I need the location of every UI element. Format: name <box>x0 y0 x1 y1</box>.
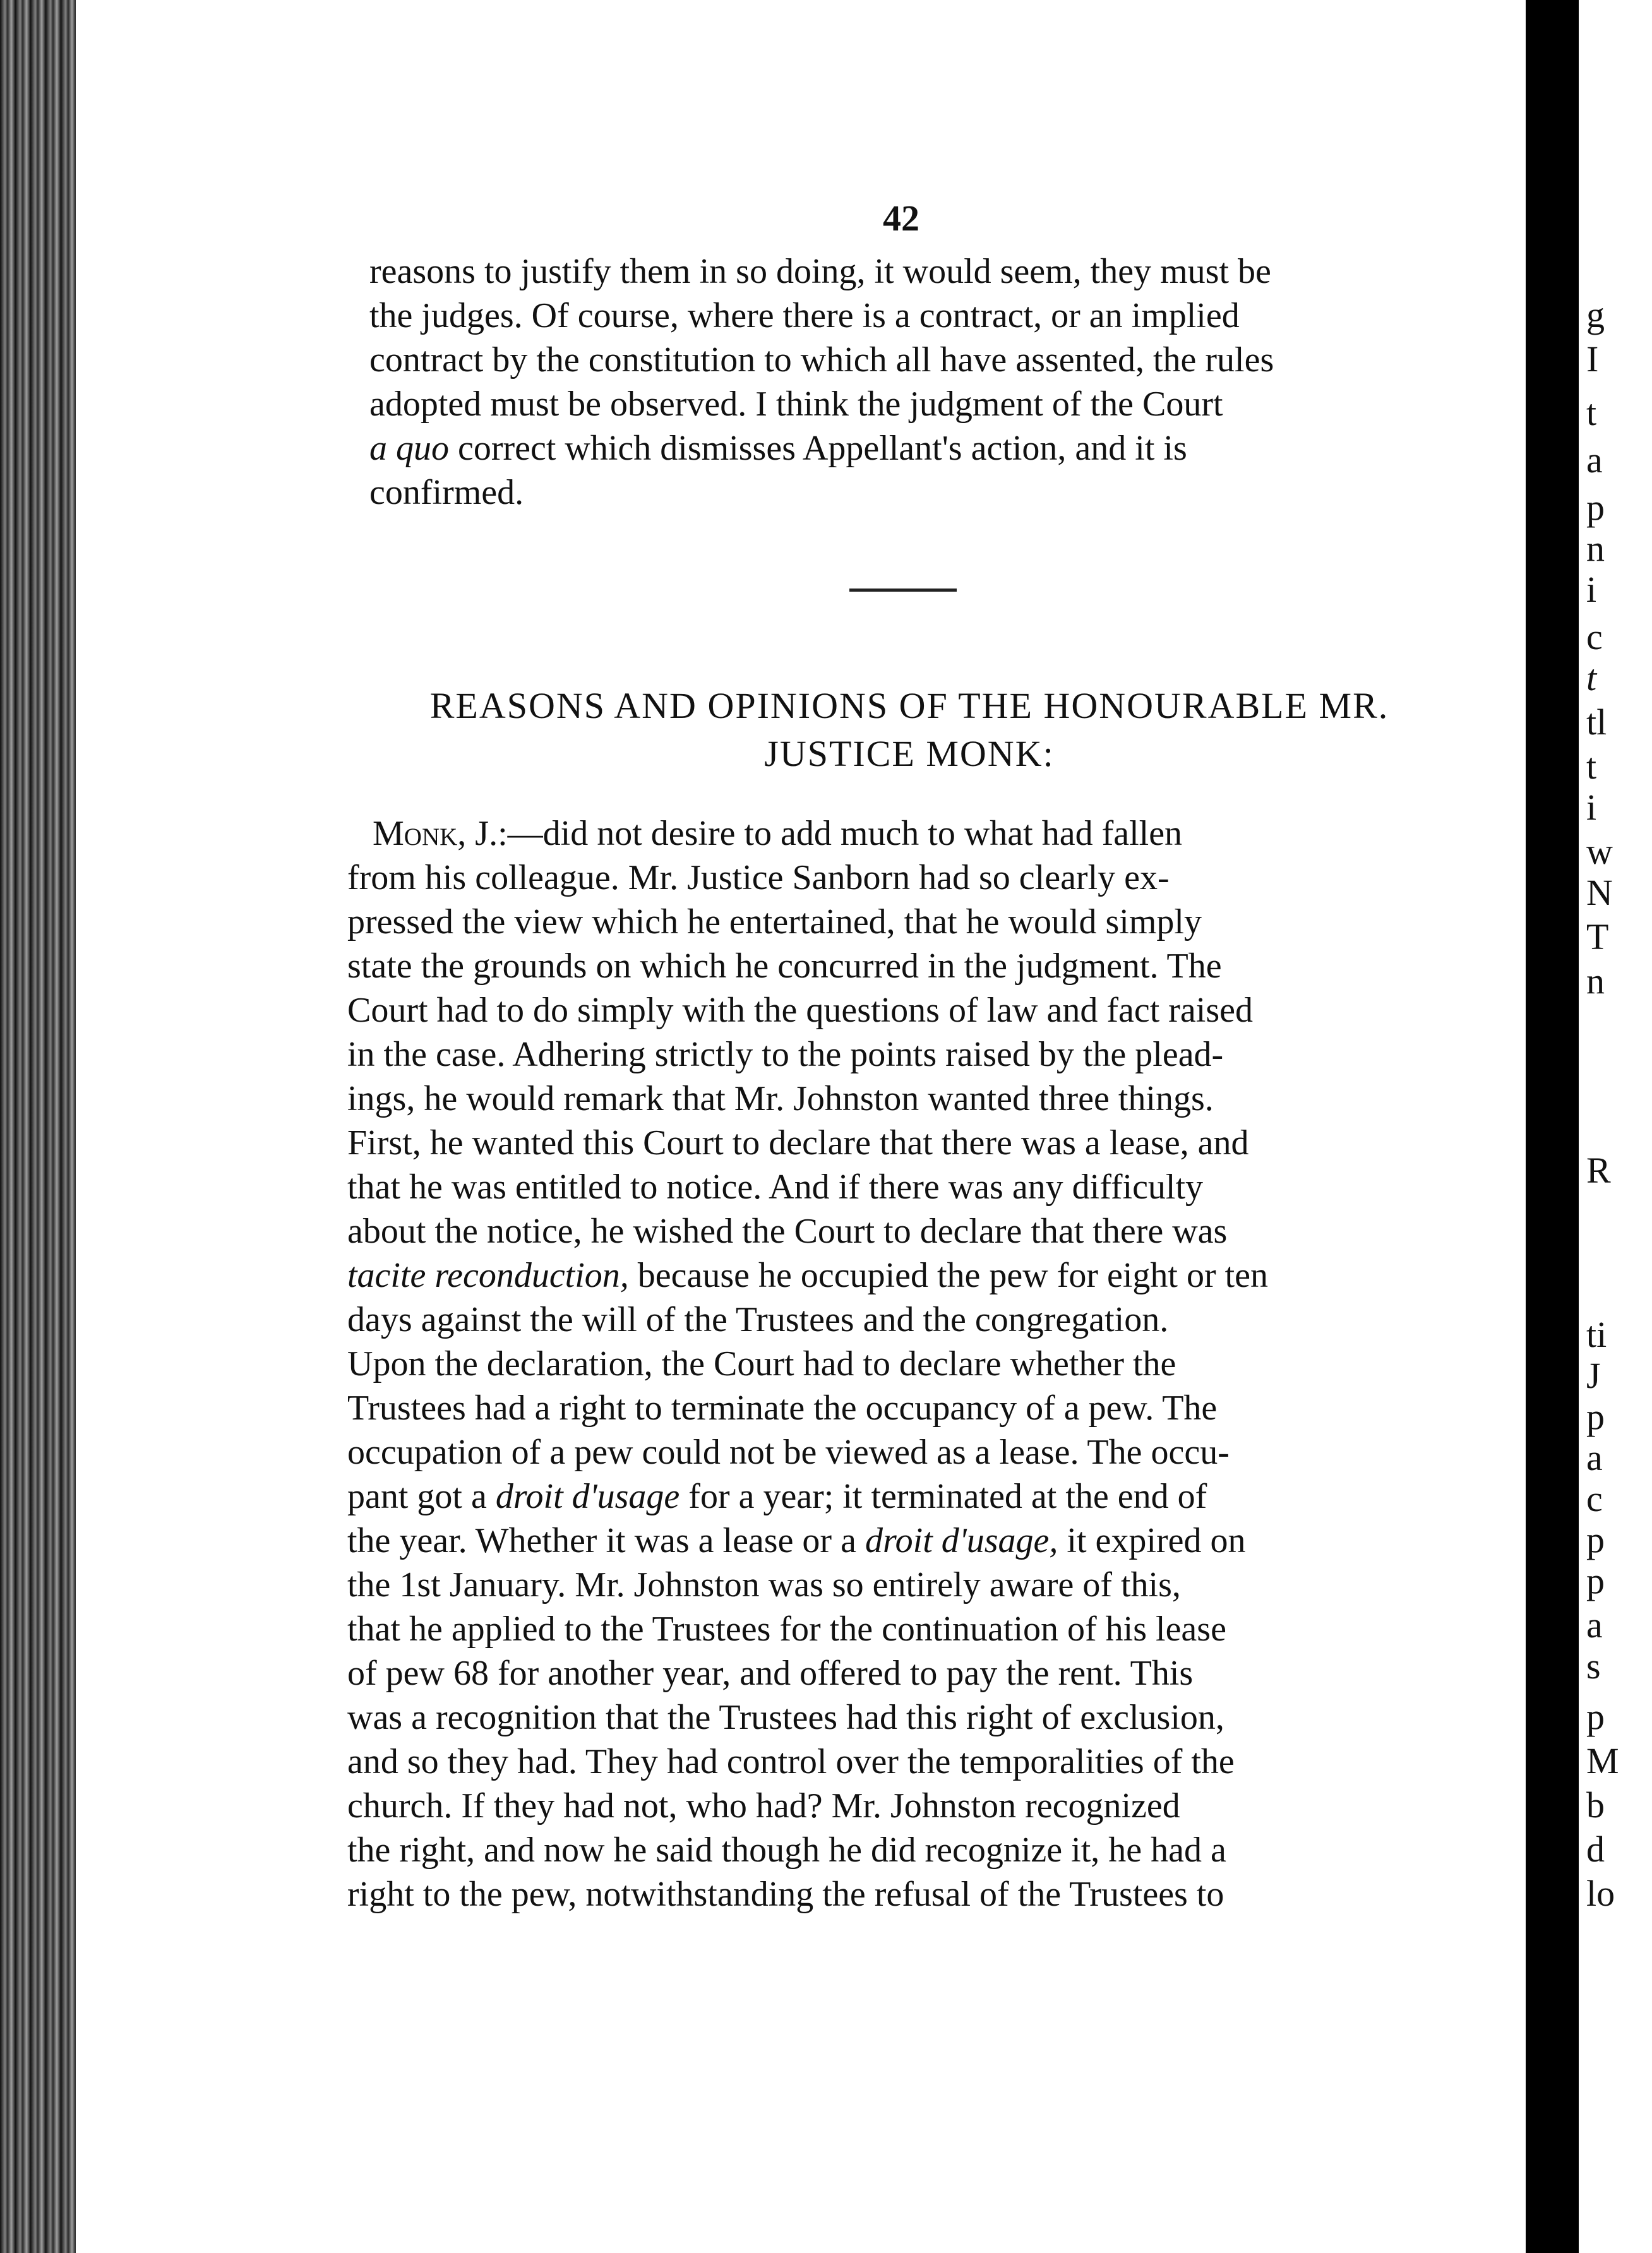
text-line: church. If they had not, who had? Mr. Johnston recognized <box>347 1786 1180 1826</box>
text-line-rest: because he occupied the pew for eight or ten <box>628 1256 1269 1295</box>
text-line: occupation of a pew could not be viewed as a lease. The occu- <box>347 1433 1230 1472</box>
legal-term: droit d'usage, <box>865 1521 1058 1560</box>
text-line: and so they had. They had control over the temporalities of the <box>347 1742 1235 1781</box>
facing-page-letter: p <box>1586 487 1605 528</box>
page-gutter <box>1541 0 1579 2253</box>
facing-page-letter: a <box>1586 1605 1603 1646</box>
text-segment: for a year; it terminated at the end of <box>679 1477 1207 1516</box>
text-line: from his colleague. Mr. Justice Sanborn had so clearly ex- <box>347 858 1170 897</box>
facing-page-letter: c <box>1586 616 1603 657</box>
facing-page-letter: N <box>1586 872 1613 913</box>
facing-page-letter: t <box>1586 746 1597 787</box>
facing-page-letter: J <box>1586 1355 1601 1396</box>
facing-page-letter: T <box>1586 916 1609 957</box>
opinion-paragraph <box>347 811 1437 1916</box>
text-line: the judges. Of course, where there is a contract, or an implied <box>369 296 1240 335</box>
facing-page-letter: p <box>1586 1696 1605 1737</box>
text-line: that he applied to the Trustees for the continuation of his lease <box>347 1610 1226 1649</box>
facing-page-letter: d <box>1586 1829 1605 1870</box>
page-number: 42 <box>883 198 919 239</box>
facing-page-letter: n <box>1586 528 1605 569</box>
facing-page-letter: s <box>1586 1646 1601 1687</box>
text-line: in the case. Adhering strictly to the points raised by the plead- <box>347 1035 1224 1074</box>
text-line: adopted must be observed. I think the judgment of the Court <box>369 385 1223 424</box>
text-line: First, he wanted this Court to declare that there was a lease, and <box>347 1123 1249 1162</box>
facing-page-letter: ti <box>1586 1314 1607 1355</box>
facing-page-letter: t <box>1586 392 1597 433</box>
text-line: of pew 68 for another year, and offered to pay the rent. This <box>347 1654 1194 1693</box>
latin-phrase: a quo <box>369 429 449 468</box>
facing-page-letter: a <box>1586 439 1603 481</box>
speaker-name: Monk, J. <box>373 814 498 853</box>
facing-page-letter: w <box>1586 831 1613 872</box>
heading-line-1: REASONS AND OPINIONS OF THE HONOURABLE MR. <box>429 685 1389 726</box>
text-line: was a recognition that the Trustees had this right of exclusion, <box>347 1698 1224 1737</box>
text-line: the 1st January. Mr. Johnston was so entirely aware of this, <box>347 1565 1181 1605</box>
text-line: pressed the view which he entertained, that he would simply <box>347 902 1202 941</box>
text-line <box>347 1474 1437 1519</box>
text-line: contract by the constitution to which all have assented, the rules <box>369 340 1274 379</box>
text-line: ings, he would remark that Mr. Johnston wanted three things. <box>347 1079 1214 1118</box>
text-line <box>347 1519 1437 1563</box>
facing-page-fragment <box>1579 0 1652 2253</box>
text-line <box>347 1253 1437 1298</box>
text-segment: pant got a <box>347 1477 496 1516</box>
text-line <box>369 426 1456 470</box>
facing-page-letter: p <box>1586 1396 1605 1437</box>
facing-page-letter: g <box>1586 294 1605 335</box>
facing-page-letter: lo <box>1586 1873 1615 1914</box>
facing-page-letter: i <box>1586 569 1597 610</box>
facing-page-letter: tl <box>1586 702 1607 743</box>
text-line: about the notice, he wished the Court to declare that there was <box>347 1212 1228 1251</box>
text-segment: it expired on <box>1058 1521 1246 1560</box>
text-line: confirmed. <box>369 473 524 512</box>
legal-term: droit d'usage <box>495 1477 680 1516</box>
text-line: Trustees had a right to terminate the occupancy of a pew. The <box>347 1389 1218 1428</box>
text-line: the right, and now he said though he did recognize it, he had a <box>347 1831 1226 1870</box>
facing-page-letter: p <box>1586 1560 1605 1601</box>
facing-page-letter: a <box>1586 1437 1603 1478</box>
text-line: that he was entitled to notice. And if there was any difficulty <box>347 1168 1204 1207</box>
facing-page-letter: t <box>1586 657 1597 698</box>
text-line: reasons to justify them in so doing, it would seem, they must be <box>369 252 1271 291</box>
text-line: state the grounds on which he concurred in the judgment. The <box>347 947 1222 986</box>
facing-page-letter: M <box>1586 1740 1619 1781</box>
facing-page-letter: c <box>1586 1478 1603 1519</box>
legal-term: tacite reconduction, <box>347 1256 629 1295</box>
facing-page-letter: b <box>1586 1784 1605 1826</box>
facing-page-letter: p <box>1586 1519 1605 1560</box>
text-line-rest: correct which dismisses Appellant's action, and it is <box>458 429 1187 468</box>
heading-line-2: JUSTICE MONK: <box>764 733 1055 774</box>
facing-page-letter: n <box>1586 960 1605 1001</box>
section-divider <box>849 589 957 592</box>
text-line: right to the pew, notwithstanding the refusal of the Trustees to <box>347 1875 1224 1914</box>
text-line <box>347 811 1437 856</box>
opening-paragraph <box>369 249 1456 515</box>
text-line-rest: :—did not desire to add much to what had fallen <box>498 814 1183 853</box>
text-line: days against the will of the Trustees and the congregation. <box>347 1300 1169 1339</box>
text-line: Upon the declaration, the Court had to declare whether the <box>347 1344 1176 1383</box>
facing-page-letter: I <box>1586 338 1599 379</box>
facing-page-letter: R <box>1586 1150 1611 1191</box>
text-segment: the year. Whether it was a lease or a <box>347 1521 865 1560</box>
text-line: Court had to do simply with the questions of law and fact raised <box>347 991 1253 1030</box>
facing-page-letter: i <box>1586 787 1597 828</box>
section-heading <box>363 682 1456 778</box>
